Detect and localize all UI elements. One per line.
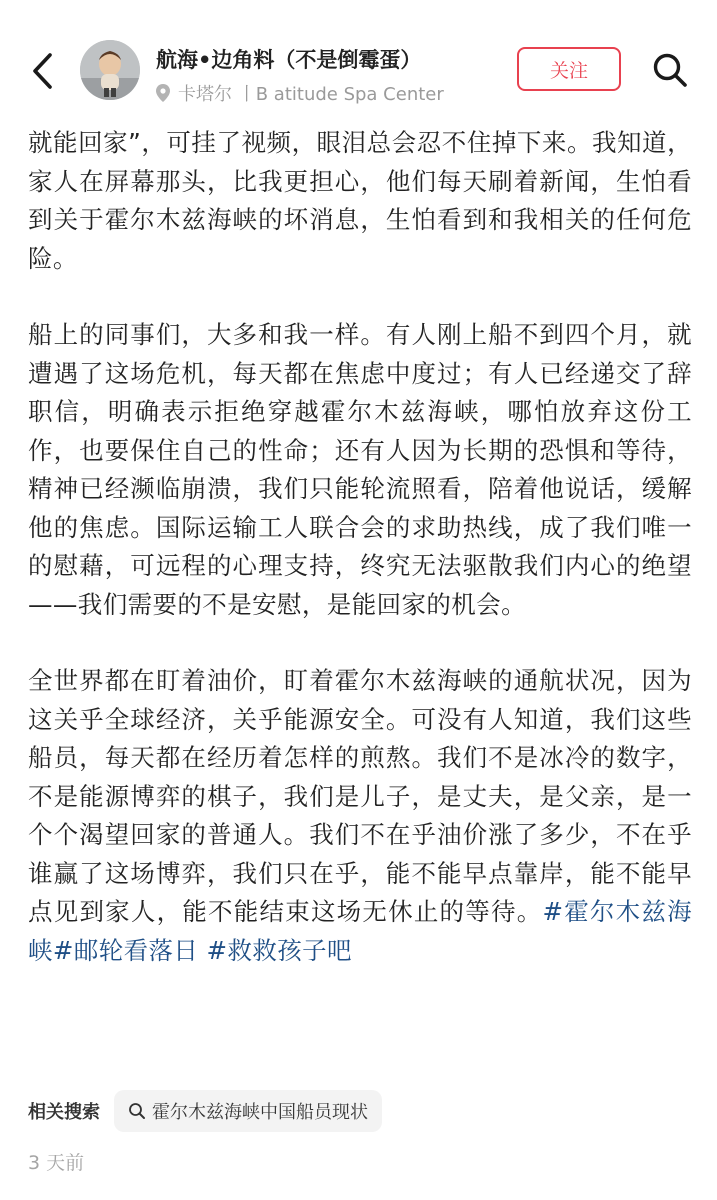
location[interactable] <box>156 80 444 106</box>
post-time: 3 天前 <box>28 1152 85 1174</box>
post-paragraph-with-tags <box>28 662 692 970</box>
related-search-label: 相关搜索 <box>28 1102 100 1123</box>
related-search-query: 霍尔木兹海峡中国船员现状 <box>152 1102 368 1123</box>
search-button[interactable] <box>650 50 690 90</box>
avatar[interactable] <box>80 40 140 100</box>
post-paragraph-text: 全世界都在盯着油价，盯着霍尔木兹海峡的通航状况，因为这关乎全球经济，关乎能源安全。可没有人知道，我们这些船员，每天都在经历着怎样的煎熬。我们不是冰冷的数字，不是能源博弈的棋子，我们是儿子，是丈夫，是父亲，是一个个渴望回家的普通人。我们不在乎油价涨了多少，不在乎谁赢了这场博弈，我们只在乎，能不能早点靠岸，能不能早点见到家人，能不能结束这场无休止的等待。 <box>28 666 692 926</box>
hashtag-link[interactable]: #救救孩子吧 <box>198 935 352 965</box>
follow-button[interactable]: 关注 <box>517 47 621 91</box>
post-content <box>28 124 692 970</box>
back-button[interactable] <box>22 46 62 96</box>
hashtag-link[interactable]: #邮轮看落日 <box>52 935 199 965</box>
post-paragraph: 船上的同事们，大多和我一样。有人刚上船不到四个月，就遭遇了这场危机，每天都在焦虑中度过；有人已经递交了辞职信，明确表示拒绝穿越霍尔木兹海峡，哪怕放弃这份工作，也要保住自己的性命；还有人因为长期的恐惧和等待，精神已经濒临崩溃，我们只能轮流照看，陪着他说话，缓解他的焦虑。国际运输工人联合会的求助热线，成了我们唯一的慰藉，可远程的心理支持，终究无法驱散我们内心的绝望——我们需要的不是安慰，是能回家的机会。 <box>28 320 692 619</box>
location-text: 卡塔尔 丨B atitude Spa Center <box>178 84 444 105</box>
location-pin-icon <box>156 84 170 102</box>
post-paragraph: 就能回家”，可挂了视频，眼泪总会忍不住掉下来。我知道，家人在屏幕那头，比我更担心，他们每天刷着新闻，生怕看到关于霍尔木兹海峡的坏消息，生怕看到和我相关的任何危险。 <box>28 128 692 273</box>
search-icon <box>128 1102 146 1120</box>
related-search <box>28 1090 382 1132</box>
related-search-chip[interactable] <box>114 1090 382 1132</box>
search-icon <box>652 52 688 88</box>
chevron-left-icon <box>29 51 55 91</box>
author-name[interactable]: 航海•边角料（不是倒霉蛋） <box>156 48 422 72</box>
hashtag-link[interactable]: #霍尔木兹海峡 <box>28 897 692 965</box>
avatar-figure-icon <box>80 40 140 100</box>
top-bar <box>0 0 717 118</box>
